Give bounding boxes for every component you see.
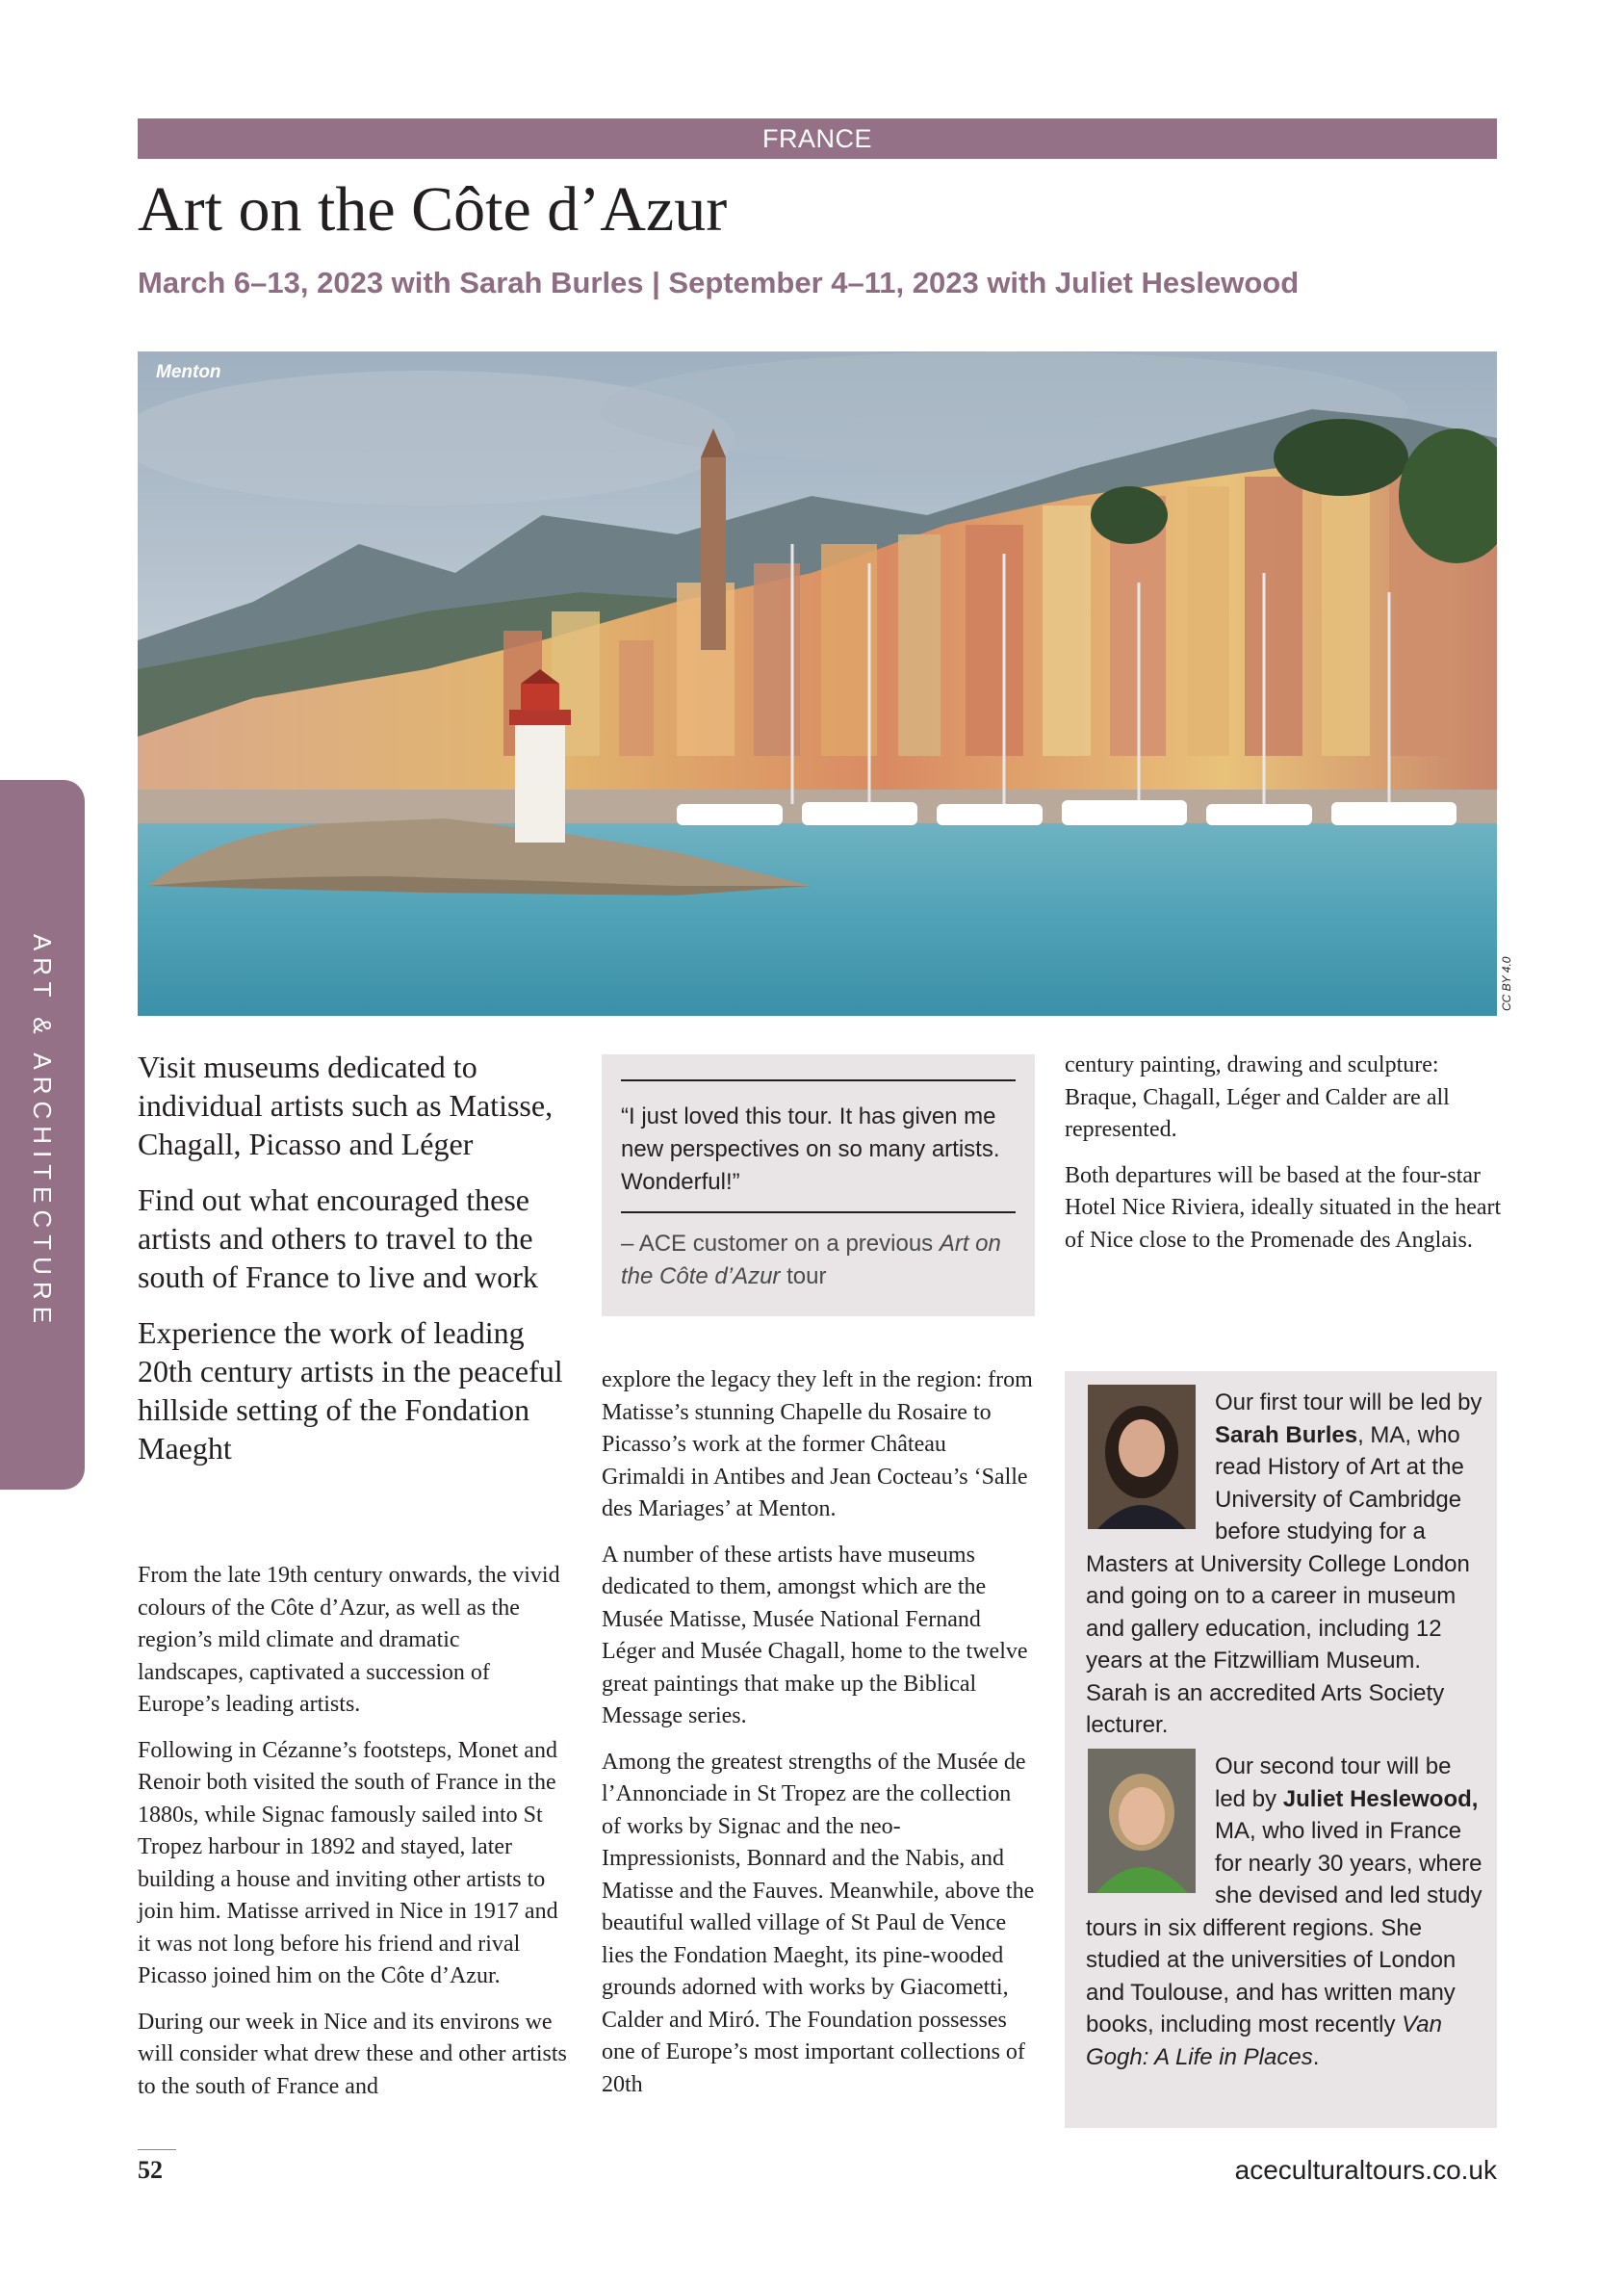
guide-bio-juliet: Our second tour will be led by Juliet Heslewood, MA, who lived in France for nearly 30 years, where she devised and led study tours in six different regions. She studied at the universities of London and Toulouse, and has written many books, including most recently Van Gogh: A Life in Places. bbox=[1086, 1753, 1482, 2070]
body-paragraph: A number of these artists have museums dedicated to them, amongst which are the Musée Matisse, Musée National Fernand Léger and Musée Chagall, home to the twelve great paintings that make up the Biblical Message series. bbox=[602, 1542, 1028, 1728]
body-column-1 bbox=[138, 1560, 568, 2116]
tour-dates: March 6–13, 2023 with Sarah Burles | September 4–11, 2023 with Juliet Heslewood bbox=[138, 266, 1300, 299]
testimonial-quote: “I just loved this tour. It has given me new perspectives on so many artists. Wonderful!” bbox=[621, 1103, 1000, 1195]
page-title: Art on the Côte d’Azur bbox=[138, 174, 728, 245]
body-paragraph: Following in Cézanne’s footsteps, Monet and Renoir both visited the south of France in the 1880s, while Signac famously sailed into St Tropez harbour in 1892 and stayed, later building a house and inviting other artists to join him. Matisse arrived in Nice in 1917 and it was not long before his friend and rival Picasso joined him on the Côte d’Azur. bbox=[138, 1737, 558, 1988]
body-paragraph: century painting, drawing and sculpture: Braque, Chagall, Léger and Calder are all represented. bbox=[1065, 1052, 1450, 1142]
body-paragraph: From the late 19th century onwards, the vivid colours of the Côte d’Azur, as well as the region’s mild climate and dramatic landscapes, captivated a succession of Europe’s leading artists. bbox=[138, 1563, 560, 1717]
highlight-item: Visit museums dedicated to individual artists such as Matisse, Chagall, Picasso and Léger bbox=[138, 1050, 554, 1161]
body-paragraph: During our week in Nice and its environs we will consider what drew these and other artists to the south of France and bbox=[138, 2009, 567, 2099]
photo-caption: Menton bbox=[156, 362, 221, 382]
testimonial-box bbox=[602, 1054, 1035, 1316]
footer-rule bbox=[138, 2149, 176, 2150]
page-number: 52 bbox=[138, 2156, 163, 2184]
highlight-item: Find out what encouraged these artists and others to travel to the south of France to live and work bbox=[138, 1182, 538, 1294]
menton-photo bbox=[138, 351, 1497, 1016]
body-paragraph: Among the greatest strengths of the Musée de l’Annonciade in St Tropez are the collection of works by Signac and the neo-Impressionists, Bonnard and the Nabis, and Matisse and the Fauves. Meanwhile, above the beautiful walled village of St Paul de Vence lies the Fondation Maeght, its pine-wooded grounds adorned with works by Giacometti, Calder and Miró. The Foundation possesses one of Europe’s most important collections of 20th bbox=[602, 1749, 1035, 2097]
section-banner: FRANCE bbox=[138, 118, 1497, 159]
body-column-2 bbox=[602, 1364, 1035, 2115]
lecturers-box bbox=[1065, 1371, 1497, 2128]
side-tab bbox=[0, 780, 85, 1490]
guide-bio-sarah: Our first tour will be led by Sarah Burles, MA, who read History of Art at the University of Cambridge before studying for a Masters at University College London and going on to a career in museum and gallery education, including 12 years at the Fitzwilliam Museum. Sarah is an accredited Arts Society lecturer. bbox=[1086, 1389, 1482, 1738]
highlights bbox=[138, 1048, 585, 1485]
website-link[interactable]: aceculturaltours.co.uk bbox=[1234, 2155, 1497, 2185]
quote-rule-top bbox=[621, 1079, 1016, 1081]
quote-rule-bottom bbox=[621, 1211, 1016, 1213]
side-tab-label: ART & ARCHITECTURE bbox=[28, 933, 57, 1331]
highlight-item: Experience the work of leading 20th century artists in the peaceful hillside setting of the Fondation Maeght bbox=[138, 1315, 563, 1466]
body-paragraph: Both departures will be based at the four-star Hotel Nice Riviera, ideally situated in the heart of Nice close to the Promenade des Anglais. bbox=[1065, 1162, 1502, 1253]
body-column-3 bbox=[1065, 1050, 1508, 1270]
testimonial-attribution: – ACE customer on a previous Art on the Côte d’Azur tour bbox=[621, 1231, 1001, 1289]
body-paragraph: explore the legacy they left in the region: from Matisse’s stunning Chapelle du Rosaire to Picasso’s work at the former Château Grimaldi in Antibes and Jean Cocteau’s ‘Salle des Mariages’ at Menton. bbox=[602, 1367, 1033, 1521]
photo-credit: CC BY 4.0 bbox=[1500, 956, 1513, 1011]
